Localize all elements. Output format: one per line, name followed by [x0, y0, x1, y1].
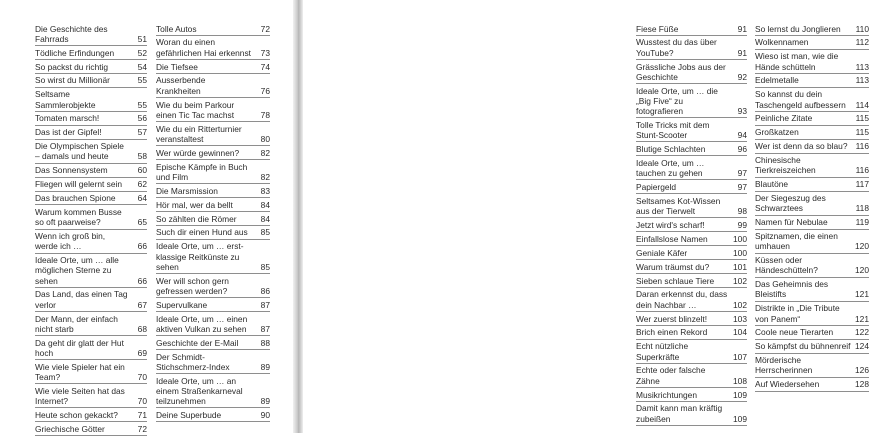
- toc-entry-title: Auf Wiedersehen: [755, 379, 820, 390]
- toc-entry-page: 100: [733, 233, 747, 244]
- toc-entry-page: 103: [733, 313, 747, 324]
- toc-entry-page: 84: [260, 213, 270, 224]
- toc-entry-page: 119: [855, 217, 869, 228]
- toc-entry: [156, 146, 270, 160]
- toc-entry-title: Heute schon gekackt?: [35, 409, 118, 420]
- toc-entry-title: Einfallslose Namen: [636, 233, 708, 244]
- right-page: [303, 0, 869, 433]
- toc-entry-page: 82: [260, 171, 270, 182]
- toc-entry-title: So kannst du dein Taschengeld aufbessern: [755, 89, 846, 110]
- toc-entry-page: 120: [855, 241, 869, 252]
- toc-entry-page: 89: [260, 396, 270, 407]
- toc-entry-page: 115: [855, 113, 869, 124]
- toc-entry-page: 91: [737, 47, 747, 58]
- toc-entry-page: 82: [260, 147, 270, 158]
- toc-entry: [755, 126, 869, 140]
- toc-entry-title: Da geht dir glatt der Hut hoch: [35, 337, 124, 358]
- toc-entry-page: 62: [137, 179, 147, 190]
- toc-entry-page: 52: [137, 47, 147, 58]
- toc-entry-page: 102: [733, 275, 747, 286]
- toc-entry-page: 66: [137, 241, 147, 252]
- toc-entry: [755, 112, 869, 126]
- toc-entry-page: 72: [137, 423, 147, 434]
- toc-entry-page: 80: [260, 133, 270, 144]
- toc-entry: [156, 374, 270, 408]
- toc-entry: [755, 378, 869, 392]
- toc-entry: [156, 226, 270, 240]
- toc-entry: [35, 60, 147, 74]
- toc-entry-title: Blutige Schlachten: [636, 144, 706, 155]
- toc-entry: [636, 232, 747, 246]
- toc-entry-page: 71: [137, 409, 147, 420]
- toc-entry: [755, 340, 869, 354]
- toc-entry: [636, 218, 747, 232]
- toc-entry: [35, 22, 147, 46]
- toc-entry-title: Wer ist denn da so blau?: [755, 141, 848, 152]
- toc-entry-page: 78: [260, 109, 270, 120]
- toc-entry-page: 101: [733, 261, 747, 272]
- toc-entry-page: 65: [137, 217, 147, 228]
- toc-entry-page: 108: [733, 375, 747, 386]
- toc-entry-page: 116: [855, 165, 869, 176]
- toc-entry-page: 73: [260, 47, 270, 58]
- toc-entry: [636, 142, 747, 156]
- toc-entry-title: Musikrichtungen: [636, 389, 697, 400]
- toc-entry-page: 89: [260, 361, 270, 372]
- toc-entry-title: Das ist der Gipfel!: [35, 127, 102, 138]
- toc-entry: [755, 216, 869, 230]
- toc-entry-title: So zählten die Römer: [156, 213, 237, 224]
- toc-entry: [156, 184, 270, 198]
- toc-entry: [755, 254, 869, 278]
- toc-entry: [636, 84, 747, 118]
- toc-entry: [156, 336, 270, 350]
- toc-entry-page: 74: [260, 61, 270, 72]
- toc-entry: [35, 164, 147, 178]
- toc-entry: [35, 46, 147, 60]
- toc-entry-title: So lernst du Jonglieren: [755, 23, 841, 34]
- toc-entry-page: 51: [137, 33, 147, 44]
- toc-entry: [156, 312, 270, 336]
- toc-entry-title: Tomaten marsch!: [35, 113, 100, 124]
- toc-entry: [156, 198, 270, 212]
- toc-entry-page: 118: [855, 203, 869, 214]
- toc-entry: [755, 192, 869, 216]
- toc-entry-page: 97: [737, 168, 747, 179]
- toc-entry-page: 93: [737, 106, 747, 117]
- toc-entry-page: 117: [855, 179, 869, 190]
- toc-entry: [755, 354, 869, 378]
- toc-entry-page: 68: [137, 323, 147, 334]
- toc-entry-page: 92: [737, 71, 747, 82]
- toc-entry-page: 55: [137, 99, 147, 110]
- toc-entry: [755, 302, 869, 326]
- toc-entry-page: 124: [855, 341, 869, 352]
- toc-entry-page: 96: [737, 144, 747, 155]
- toc-entry-title: Blautöne: [755, 179, 789, 190]
- toc-entry: [35, 312, 147, 336]
- toc-entry: [636, 22, 747, 36]
- toc-entry: [636, 326, 747, 340]
- toc-entry: [35, 254, 147, 288]
- toc-entry-title: Mörderische Herrscherinnen: [755, 355, 813, 376]
- toc-entry-title: Wer würde gewinnen?: [156, 147, 240, 158]
- toc-entry-title: Seltsames Kot-Wissen aus der Tierwelt: [636, 195, 721, 217]
- toc-entry-title: Die Geschichte des Fahrrads: [35, 23, 108, 44]
- toc-entry-title: Woran du einen gefährlichen Hai erkennst: [156, 37, 251, 58]
- toc-entry: [755, 230, 869, 254]
- toc-entry: [755, 326, 869, 340]
- toc-entry: [636, 194, 747, 218]
- toc-entry: [636, 388, 747, 402]
- toc-entry-title: Distrikte in „Die Tribute von Panem“: [755, 303, 840, 324]
- toc-entry: [636, 312, 747, 326]
- toc-entry: [636, 260, 747, 274]
- toc-entry-title: Ideale Orte, um … alle möglichen Sterne zu sehen: [35, 255, 119, 286]
- left-page: [0, 0, 293, 433]
- toc-entry-page: 115: [855, 127, 869, 138]
- toc-entry: [636, 36, 747, 60]
- toc-entry-title: Chinesische Tierkreiszeichen: [755, 155, 816, 176]
- toc-entry-title: Echte oder falsche Zähne: [636, 365, 706, 386]
- toc-entry-page: 122: [855, 327, 869, 338]
- toc-entry-title: Warum kommen Busse so oft paarweise?: [35, 207, 122, 228]
- toc-entry: [755, 36, 869, 50]
- toc-entry-page: 72: [260, 23, 270, 34]
- toc-entry: [636, 340, 747, 364]
- toc-entry-page: 94: [737, 130, 747, 141]
- toc-entry: [35, 88, 147, 112]
- toc-entry-page: 87: [260, 299, 270, 310]
- toc-entry-page: 60: [137, 165, 147, 176]
- toc-entry-page: 110: [855, 23, 869, 34]
- toc-entry-title: Jetzt wird's scharf!: [636, 220, 705, 231]
- toc-entry: [636, 288, 747, 312]
- toc-entry-page: 70: [137, 396, 147, 407]
- toc-entry-page: 85: [260, 261, 270, 272]
- toc-entry: [636, 364, 747, 388]
- toc-entry: [636, 156, 747, 180]
- toc-entry: [755, 140, 869, 154]
- toc-entry: [156, 74, 270, 98]
- toc-entry: [35, 336, 147, 360]
- toc-entry-title: Wie du beim Parkour einen Tic Tac machst: [156, 99, 235, 120]
- toc-entry-title: Ideale Orte, um … an einem Straßenkarneval teilzunehmen: [156, 375, 243, 407]
- toc-column-3: [636, 22, 747, 426]
- toc-entry-title: Ausserbende Krankheiten: [156, 75, 206, 96]
- toc-entry-page: 76: [260, 85, 270, 96]
- toc-entry-page: 109: [733, 389, 747, 400]
- toc-entry-page: 69: [137, 347, 147, 358]
- toc-entry-title: Der Mann, der einfach nicht starb: [35, 313, 118, 334]
- toc-entry-title: Warum träumst du?: [636, 261, 710, 272]
- toc-entry-title: Das Sonnensystem: [35, 165, 108, 176]
- toc-entry: [755, 22, 869, 36]
- toc-entry-title: Die Olympischen Spiele – damals und heute: [35, 141, 124, 162]
- toc-entry-title: Daran erkennst du, dass dein Nachbar …: [636, 289, 728, 310]
- toc-entry-title: Hör mal, wer da bellt: [156, 199, 233, 210]
- toc-entry-title: Papiergeld: [636, 182, 677, 193]
- toc-column-2: [156, 22, 270, 422]
- toc-entry-page: 113: [855, 61, 869, 72]
- toc-entry-page: 120: [855, 265, 869, 276]
- toc-entry-title: Tolle Autos: [156, 23, 197, 34]
- toc-entry: [156, 122, 270, 146]
- toc-entry-page: 86: [260, 285, 270, 296]
- toc-entry-page: 90: [260, 409, 270, 420]
- toc-entry-page: 55: [137, 75, 147, 86]
- toc-entry-title: Spitznamen, die einen umhauen: [755, 231, 838, 252]
- toc-entry-page: 109: [733, 413, 747, 424]
- toc-entry-page: 97: [737, 182, 747, 193]
- toc-entry: [636, 180, 747, 194]
- toc-entry: [156, 212, 270, 226]
- toc-entry: [35, 384, 147, 408]
- toc-entry: [35, 126, 147, 140]
- toc-entry-title: Wie viele Seiten hat das Internet?: [35, 385, 125, 407]
- toc-entry: [35, 178, 147, 192]
- toc-entry: [636, 402, 747, 426]
- toc-entry: [156, 298, 270, 312]
- toc-entry: [156, 160, 270, 184]
- toc-entry-title: Grässliche Jobs aus der Geschichte: [636, 61, 726, 82]
- toc-entry: [35, 205, 147, 229]
- toc-entry-page: 112: [855, 37, 869, 48]
- toc-entry-page: 100: [733, 247, 747, 258]
- toc-entry-page: 64: [137, 193, 147, 204]
- toc-entry-page: 56: [137, 113, 147, 124]
- toc-entry-title: Wie du ein Ritterturnier veranstaltest: [156, 123, 242, 144]
- toc-entry-title: Griechische Götter: [35, 423, 105, 434]
- toc-entry-page: 121: [855, 313, 869, 324]
- toc-entry-page: 99: [737, 220, 747, 231]
- toc-entry-title: Küssen oder Händeschütteln?: [755, 255, 818, 276]
- toc-entry-title: Die Marsmission: [156, 185, 218, 196]
- toc-entry-page: 87: [260, 323, 270, 334]
- toc-entry-title: Wie viele Spieler hat ein Team?: [35, 361, 125, 382]
- toc-entry: [35, 192, 147, 206]
- toc-entry: [156, 98, 270, 122]
- toc-entry-title: Wer will schon gern gefressen werden?: [156, 275, 229, 296]
- toc-entry-page: 70: [137, 371, 147, 382]
- toc-entry-title: Der Schmidt-Stichschmerz-Index: [156, 351, 230, 372]
- toc-entry-title: Fliegen will gelernt sein: [35, 179, 123, 190]
- toc-entry-title: Ideale Orte, um … erst-klassige Reitkünste zu sehen: [156, 241, 244, 272]
- toc-entry-page: 102: [733, 299, 747, 310]
- toc-entry-title: Großkatzen: [755, 127, 799, 138]
- toc-entry: [755, 50, 869, 74]
- toc-entry-title: Geniale Käfer: [636, 247, 688, 258]
- toc-entry-page: 116: [855, 141, 869, 152]
- toc-entry-title: Namen für Nebulae: [755, 217, 828, 228]
- toc-entry: [35, 360, 147, 384]
- toc-entry: [156, 22, 270, 36]
- toc-entry-page: 58: [137, 151, 147, 162]
- toc-entry: [35, 408, 147, 422]
- toc-entry-page: 107: [733, 351, 747, 362]
- toc-entry-page: 91: [737, 23, 747, 34]
- toc-entry-title: Wenn ich groß bin, werde ich …: [35, 231, 106, 252]
- toc-entry: [35, 74, 147, 88]
- toc-entry-title: Edelmetalle: [755, 75, 799, 86]
- toc-entry-title: Wolkennamen: [755, 37, 809, 48]
- toc-entry-title: Tödliche Erfindungen: [35, 47, 115, 58]
- toc-entry-page: 83: [260, 185, 270, 196]
- toc-entry-page: 121: [855, 289, 869, 300]
- toc-entry-title: Fiese Füße: [636, 23, 679, 34]
- toc-entry-page: 98: [737, 206, 747, 217]
- toc-entry-title: Ideale Orte, um … tauchen zu gehen: [636, 157, 705, 179]
- toc-entry-title: So wirst du Millionär: [35, 75, 110, 86]
- toc-entry-title: Wusstest du das über YouTube?: [636, 37, 717, 58]
- toc-entry: [636, 118, 747, 142]
- toc-entry: [35, 288, 147, 312]
- toc-entry: [35, 140, 147, 164]
- toc-entry-page: 57: [137, 127, 147, 138]
- toc-entry-title: Wer zuerst blinzelt!: [636, 313, 708, 324]
- toc-entry-title: Tolle Tricks mit dem Stunt-Scooter: [636, 119, 710, 141]
- toc-entry: [156, 36, 270, 60]
- toc-column-4: [755, 22, 869, 392]
- toc-entry-page: 126: [855, 365, 869, 376]
- toc-entry: [755, 178, 869, 192]
- toc-entry-page: 128: [855, 379, 869, 390]
- toc-entry: [156, 350, 270, 374]
- toc-entry-title: Brich einen Rekord: [636, 327, 708, 338]
- toc-entry: [755, 74, 869, 88]
- toc-entry: [755, 278, 869, 302]
- toc-entry-title: Das Geheimnis des Bleistifts: [755, 279, 829, 300]
- toc-entry-page: 113: [855, 75, 869, 86]
- toc-entry-title: Das brauchen Spione: [35, 193, 116, 204]
- toc-entry: [156, 60, 270, 74]
- toc-entry-title: Supervulkane: [156, 299, 208, 310]
- toc-entry-title: Sieben schlaue Tiere: [636, 275, 715, 286]
- toc-entry: [156, 240, 270, 274]
- toc-entry-title: Seltsame Sammlerobjekte: [35, 89, 96, 110]
- toc-entry-title: Peinliche Zitate: [755, 113, 813, 124]
- toc-entry: [755, 154, 869, 178]
- toc-entry-title: Ideale Orte, um … die „Big Five“ zu fotografieren: [636, 85, 718, 117]
- toc-entry-title: Die Tiefsee: [156, 61, 198, 72]
- toc-entry: [636, 274, 747, 288]
- toc-entry-title: Das Land, das einen Tag verlor: [35, 289, 128, 310]
- toc-entry-page: 66: [137, 275, 147, 286]
- toc-column-1: [35, 22, 147, 436]
- toc-entry-title: Ideale Orte, um … einen aktiven Vulkan zu sehen: [156, 313, 248, 334]
- toc-entry: [35, 422, 147, 436]
- toc-entry-title: Der Siegeszug des Schwarztees: [755, 193, 826, 214]
- toc-entry-page: 88: [260, 337, 270, 348]
- toc-entry-title: Geschichte der E-Mail: [156, 337, 239, 348]
- toc-entry: [156, 408, 270, 422]
- toc-entry: [35, 230, 147, 254]
- toc-entry-title: Damit kann man kräftig zubeißen: [636, 403, 723, 424]
- toc-entry: [636, 246, 747, 260]
- toc-entry: [755, 88, 869, 112]
- toc-entry-page: 85: [260, 227, 270, 238]
- toc-entry-title: Epische Kämpfe in Buch und Film: [156, 161, 248, 182]
- toc-entry: [156, 274, 270, 298]
- toc-entry-page: 54: [137, 61, 147, 72]
- book-gutter: [293, 0, 303, 433]
- toc-entry: [35, 112, 147, 126]
- toc-entry-page: 114: [855, 99, 869, 110]
- toc-entry-title: Coole neue Tierarten: [755, 327, 834, 338]
- toc-entry-title: So packst du richtig: [35, 61, 109, 72]
- toc-entry-page: 104: [733, 327, 747, 338]
- toc-entry-title: Deine Superbude: [156, 409, 222, 420]
- toc-entry-title: Echt nützliche Superkräfte: [636, 341, 689, 362]
- toc-entry-title: So kämpfst du bühnenreif: [755, 341, 851, 352]
- toc-entry-page: 67: [137, 299, 147, 310]
- toc-entry: [636, 60, 747, 84]
- toc-entry-page: 84: [260, 199, 270, 210]
- toc-entry-title: Wieso ist man, wie die Hände schütteln: [755, 51, 839, 72]
- toc-entry-title: Such dir einen Hund aus: [156, 227, 248, 238]
